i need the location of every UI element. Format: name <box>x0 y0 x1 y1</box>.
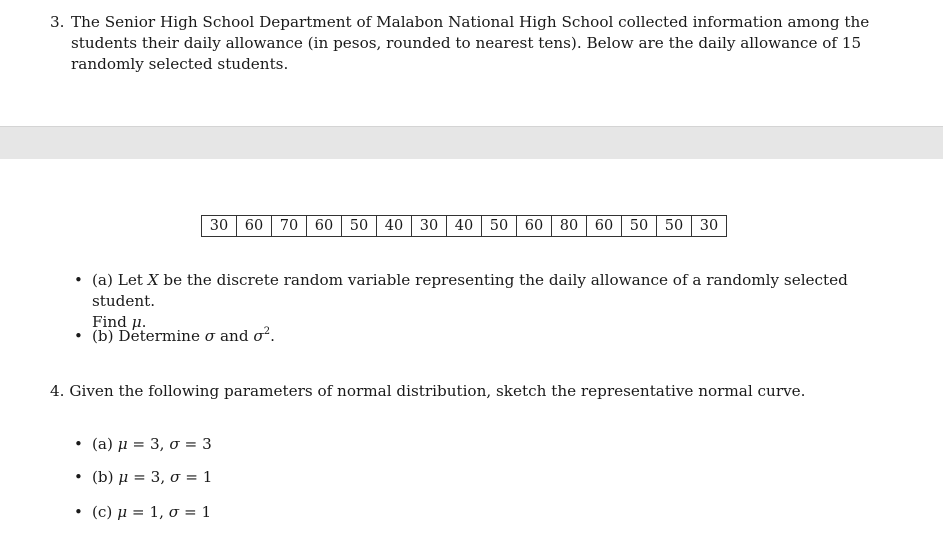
allowance-cell: 70 <box>272 216 307 237</box>
bullet-icon: • <box>74 435 83 453</box>
question-3 <box>50 12 890 75</box>
part-label: (a) <box>92 435 113 453</box>
comma: , <box>160 468 170 486</box>
bullet-icon: • <box>74 327 83 345</box>
equals: = <box>179 503 202 521</box>
question-4-number: 4. <box>50 382 65 400</box>
question-3-text: The Senior High School Department of Malabon National High School collected information among the students their daily allowance (in pesos, rounded to nearest tens). Below are the daily allowance of 15 randomly selected students. <box>71 13 870 73</box>
sigma-value: 1 <box>201 503 212 521</box>
comma: , <box>159 435 170 453</box>
allowance-cell: 50 <box>482 216 517 237</box>
question-3-part-a <box>74 270 892 333</box>
question-4-part-a <box>74 434 212 455</box>
sigma-symbol: σ <box>168 503 180 521</box>
page-top <box>0 0 943 126</box>
part-a-text: be the discrete random variable representing the daily allowance of a randomly selected student. <box>92 271 848 310</box>
question-3-number: 3. <box>50 13 65 31</box>
sigma-value: 1 <box>202 468 213 486</box>
exponent: 2 <box>263 326 271 337</box>
sigma-symbol: σ <box>170 468 181 486</box>
question-4 <box>50 381 805 402</box>
equals: = <box>127 435 150 453</box>
mu-value: 1 <box>149 503 160 521</box>
question-4-text: Given the following parameters of normal distribution, sketch the representative normal curve. <box>69 382 806 400</box>
allowance-cell: 60 <box>587 216 622 237</box>
part-label: (b) <box>92 468 114 486</box>
allowance-cell: 60 <box>237 216 272 237</box>
part-b-and: and <box>215 327 254 345</box>
mu-symbol: μ <box>131 313 142 331</box>
part-a-find: Find <box>92 313 132 331</box>
comma: , <box>159 503 169 521</box>
mu-value: 3 <box>150 468 161 486</box>
bullet-icon: • <box>74 271 83 289</box>
mu-symbol: μ <box>118 468 129 486</box>
equals: = <box>127 503 150 521</box>
part-b-prefix: (b) Determine <box>92 327 205 345</box>
question-4-part-b <box>74 467 213 488</box>
equals: = <box>179 435 203 453</box>
mu-symbol: μ <box>117 503 128 521</box>
page-gap <box>0 126 943 159</box>
sigma-squared-symbol: σ <box>253 327 264 345</box>
bullet-icon: • <box>74 503 83 521</box>
mu-value: 3 <box>150 435 160 453</box>
sigma-value: 3 <box>202 435 212 453</box>
allowance-cell: 30 <box>202 216 237 237</box>
allowance-cell: 60 <box>517 216 552 237</box>
question-4-part-c <box>74 502 212 523</box>
sigma-symbol: σ <box>204 327 216 345</box>
allowance-cell: 30 <box>412 216 447 237</box>
bullet-icon: • <box>74 468 83 486</box>
allowance-table <box>201 215 727 237</box>
question-3-part-b <box>74 326 275 347</box>
part-a-prefix: (a) Let <box>92 271 148 289</box>
allowance-row <box>202 216 727 237</box>
part-b-period: . <box>270 327 275 345</box>
allowance-cell: 30 <box>692 216 727 237</box>
equals: = <box>128 468 151 486</box>
allowance-cell: 80 <box>552 216 587 237</box>
mu-symbol: μ <box>117 435 128 453</box>
variable-x: X <box>147 271 159 289</box>
allowance-cell: 40 <box>447 216 482 237</box>
equals: = <box>180 468 203 486</box>
part-a-period: . <box>141 313 147 331</box>
allowance-cell: 50 <box>657 216 692 237</box>
part-label: (c) <box>92 503 113 521</box>
sigma-symbol: σ <box>169 435 180 453</box>
allowance-cell: 40 <box>377 216 412 237</box>
allowance-cell: 60 <box>307 216 342 237</box>
allowance-cell: 50 <box>342 216 377 237</box>
allowance-cell: 50 <box>622 216 657 237</box>
